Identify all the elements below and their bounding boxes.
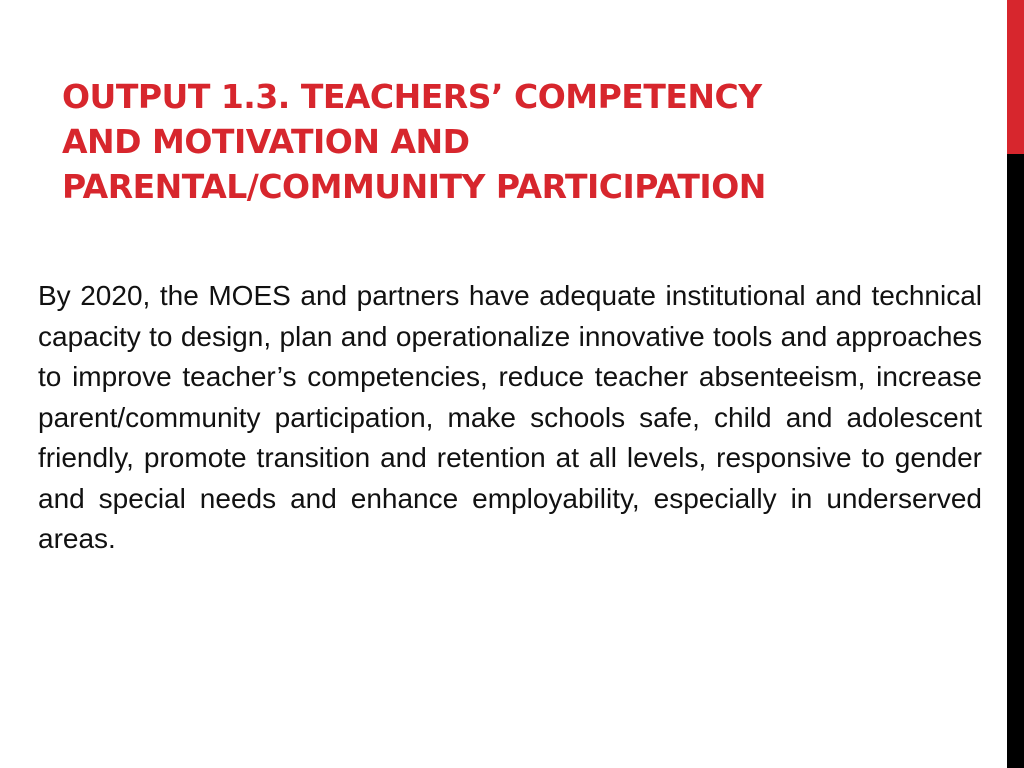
slide-title-line-2: AND MOTIVATION AND <box>62 122 470 161</box>
slide-body-paragraph: By 2020, the MOES and partners have adequate institutional and technical capacity to design, plan and operationalize innovative tools and approaches to improve teacher’s competencies, reduce teacher absenteeism, increase parent/community participation, make schools safe, child and adolescent friendly, promote transition and retention at all levels, responsive to gender and special needs and enhance employability, especially in underserved areas. <box>38 280 982 554</box>
side-accent-bar-red <box>1007 0 1024 154</box>
slide-title-line-3: PARENTAL/COMMUNITY PARTICIPATION <box>62 167 766 206</box>
slide-title-line-1: OUTPUT 1.3. TEACHERS’ COMPETENCY <box>62 77 762 116</box>
side-accent-bar-black <box>1007 154 1024 768</box>
slide-title <box>62 74 962 209</box>
